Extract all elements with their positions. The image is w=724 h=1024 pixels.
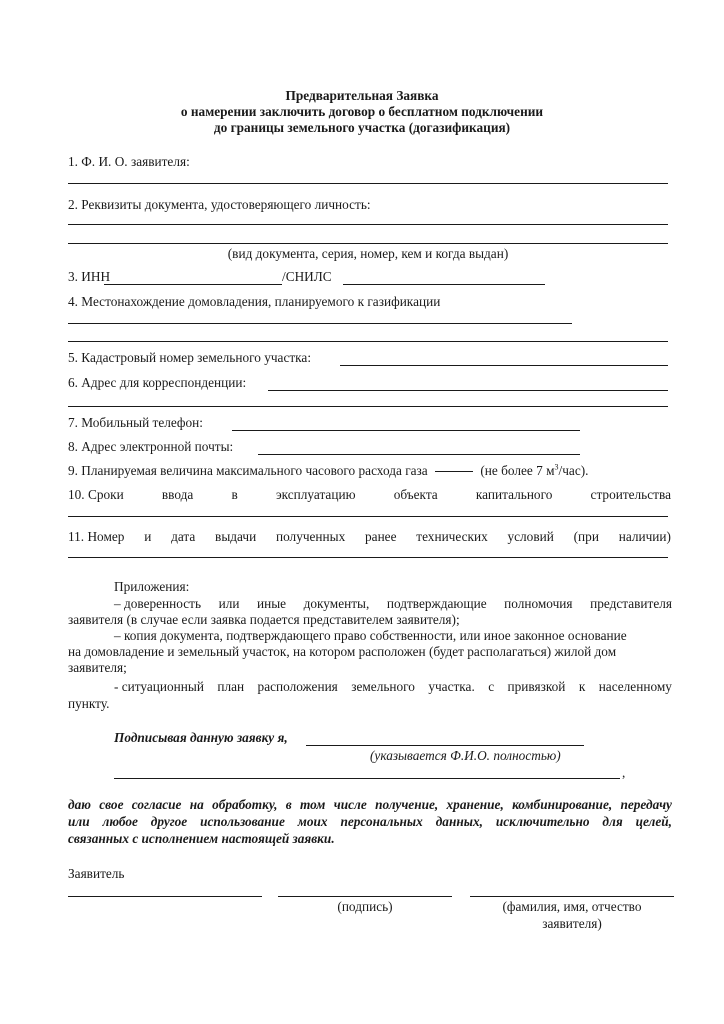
field-mailing-address-label: 6. Адрес для корреспонденции: bbox=[68, 375, 247, 390]
w: полномочия bbox=[504, 596, 573, 611]
id-document-line-1[interactable] bbox=[68, 224, 668, 225]
w: на bbox=[189, 797, 204, 812]
w: эксплуатацию bbox=[275, 487, 356, 502]
name-hint-line2: заявителя) bbox=[542, 916, 602, 931]
field-mobile-phone-label: 7. Мобильный телефон: bbox=[68, 415, 203, 430]
gas-limit-text: (не более 7 м bbox=[480, 463, 555, 478]
id-document-line-2[interactable] bbox=[68, 243, 668, 244]
field-applicant-name-label: 1. Ф. И. О. заявителя: bbox=[68, 154, 190, 169]
w: ранее bbox=[365, 529, 397, 544]
w: и bbox=[144, 529, 152, 544]
fio-hint: (указывается Ф.И.О. полностью) bbox=[370, 748, 561, 763]
field-commissioning-terms-label bbox=[68, 487, 671, 504]
attachment-item-1-line2: заявителя (в случае если заявка подается представителем заявителя); bbox=[68, 612, 460, 627]
mobile-phone-line[interactable] bbox=[232, 430, 580, 431]
email-line[interactable] bbox=[258, 454, 580, 455]
commissioning-terms-line[interactable] bbox=[68, 516, 668, 517]
w: данных, bbox=[435, 814, 483, 829]
w: исключительно bbox=[495, 814, 590, 829]
w: населенному bbox=[598, 679, 672, 694]
gas-limit-unit: /час). bbox=[558, 463, 589, 478]
w: условий bbox=[507, 529, 554, 544]
applicant-label: Заявитель bbox=[68, 866, 125, 881]
w: участка. bbox=[428, 679, 475, 694]
signing-fio-line[interactable] bbox=[306, 745, 584, 746]
w: в bbox=[231, 487, 238, 502]
gas-limit-superscript: 3 bbox=[554, 462, 559, 472]
inn-line[interactable] bbox=[104, 284, 282, 285]
field-inn-label: 3. ИНН bbox=[68, 269, 111, 284]
w: ввода bbox=[161, 487, 194, 502]
technical-conditions-line[interactable] bbox=[68, 557, 668, 558]
w: персональных bbox=[340, 814, 423, 829]
w: документы, bbox=[303, 596, 370, 611]
w: строительства bbox=[590, 487, 671, 502]
field-household-location-label: 4. Местонахождение домовладения, планируемого к газификации bbox=[68, 294, 441, 309]
form-title-line1: Предварительная Заявка bbox=[285, 88, 439, 103]
fio-comma: , bbox=[622, 765, 626, 780]
attachment-item-3-line1 bbox=[114, 679, 672, 696]
w: с bbox=[488, 679, 495, 694]
attachment-item-1-line1 bbox=[114, 596, 672, 613]
field-gas-consumption-label bbox=[68, 463, 588, 480]
field-email-label: 8. Адрес электронной почты: bbox=[68, 439, 234, 454]
id-document-hint: (вид документа, серия, номер, кем и когда выдан) bbox=[227, 246, 509, 261]
signing-statement: Подписывая данную заявку я, bbox=[114, 730, 288, 745]
w: передачу bbox=[620, 797, 672, 812]
field-snils-label: /СНИЛС bbox=[282, 269, 332, 284]
w: обработку, bbox=[212, 797, 278, 812]
gas-consumption-text: 9. Планируемая величина максимального часового расхода газа bbox=[68, 463, 428, 478]
mailing-address-line-2[interactable] bbox=[68, 406, 668, 407]
household-location-line-1[interactable] bbox=[68, 323, 572, 324]
field-cadastral-number-label: 5. Кадастровый номер земельного участка: bbox=[68, 350, 312, 365]
consent-text-line2 bbox=[68, 814, 672, 831]
w: расположения bbox=[257, 679, 338, 694]
w: хранение, bbox=[446, 797, 504, 812]
w: получение, bbox=[375, 797, 439, 812]
mailing-address-line-1[interactable] bbox=[268, 390, 668, 391]
w: технических bbox=[416, 529, 488, 544]
w: свое bbox=[99, 797, 124, 812]
w: к bbox=[578, 679, 586, 694]
w: согласие bbox=[131, 797, 182, 812]
w: комбинирование, bbox=[512, 797, 613, 812]
w: (при bbox=[573, 529, 599, 544]
w: или bbox=[218, 596, 240, 611]
applicant-name-signature-line[interactable] bbox=[470, 896, 674, 897]
w: дата bbox=[171, 529, 196, 544]
w: выдачи bbox=[215, 529, 257, 544]
w: моих bbox=[297, 814, 328, 829]
w: земельного bbox=[351, 679, 415, 694]
w: любое bbox=[102, 814, 138, 829]
snils-line[interactable] bbox=[343, 284, 545, 285]
w: – доверенность bbox=[114, 596, 202, 611]
attachment-item-2-line2: на домовладение и земельный участок, на котором расположен (будет располагаться) жилой дом bbox=[68, 644, 617, 659]
w: в bbox=[285, 797, 292, 812]
w: объекта bbox=[393, 487, 438, 502]
w: 11. Номер bbox=[68, 529, 125, 544]
attachments-heading: Приложения: bbox=[114, 579, 190, 594]
applicant-name-line[interactable] bbox=[68, 183, 668, 184]
w: наличии) bbox=[618, 529, 671, 544]
signature-hint: (подпись) bbox=[337, 899, 393, 914]
w: представителя bbox=[590, 596, 672, 611]
consent-text-line1 bbox=[68, 797, 672, 814]
w: полученных bbox=[275, 529, 346, 544]
name-hint-line1: (фамилия, имя, отчество bbox=[502, 899, 642, 914]
consent-text-line3: связанных с исполнением настоящей заявки. bbox=[68, 831, 335, 846]
w: 10. Сроки bbox=[68, 487, 124, 502]
form-title-line3: до границы земельного участка (догазификация) bbox=[213, 120, 511, 135]
form-title-line2: о намерении заключить договор о бесплатном подключении bbox=[180, 104, 544, 119]
household-location-line-2[interactable] bbox=[68, 341, 668, 342]
signing-fio-line-2[interactable] bbox=[114, 778, 620, 779]
attachment-item-2-line3: заявителя; bbox=[68, 660, 127, 675]
w: или bbox=[68, 814, 90, 829]
w: использование bbox=[200, 814, 285, 829]
w: числе bbox=[333, 797, 367, 812]
cadastral-number-line[interactable] bbox=[340, 365, 668, 366]
attachment-item-2-line1: – копия документа, подтверждающего право собственности, или иное законное основание bbox=[114, 628, 627, 643]
signature-line[interactable] bbox=[278, 896, 452, 897]
w: даю bbox=[68, 797, 91, 812]
w: том bbox=[300, 797, 326, 812]
w: план bbox=[217, 679, 245, 694]
attachment-item-3-line2: пункту. bbox=[68, 696, 110, 711]
w: подтверждающие bbox=[386, 596, 487, 611]
w: для bbox=[602, 814, 623, 829]
field-id-document-label: 2. Реквизиты документа, удостоверяющего личность: bbox=[68, 197, 371, 212]
w: привязкой bbox=[507, 679, 566, 694]
applicant-line[interactable] bbox=[68, 896, 262, 897]
gas-consumption-line[interactable] bbox=[435, 471, 473, 472]
w: капитального bbox=[475, 487, 553, 502]
w: целей, bbox=[635, 814, 672, 829]
w: другое bbox=[150, 814, 188, 829]
w: иные bbox=[257, 596, 287, 611]
field-technical-conditions-label bbox=[68, 529, 671, 546]
w: - ситуационный bbox=[114, 679, 204, 694]
